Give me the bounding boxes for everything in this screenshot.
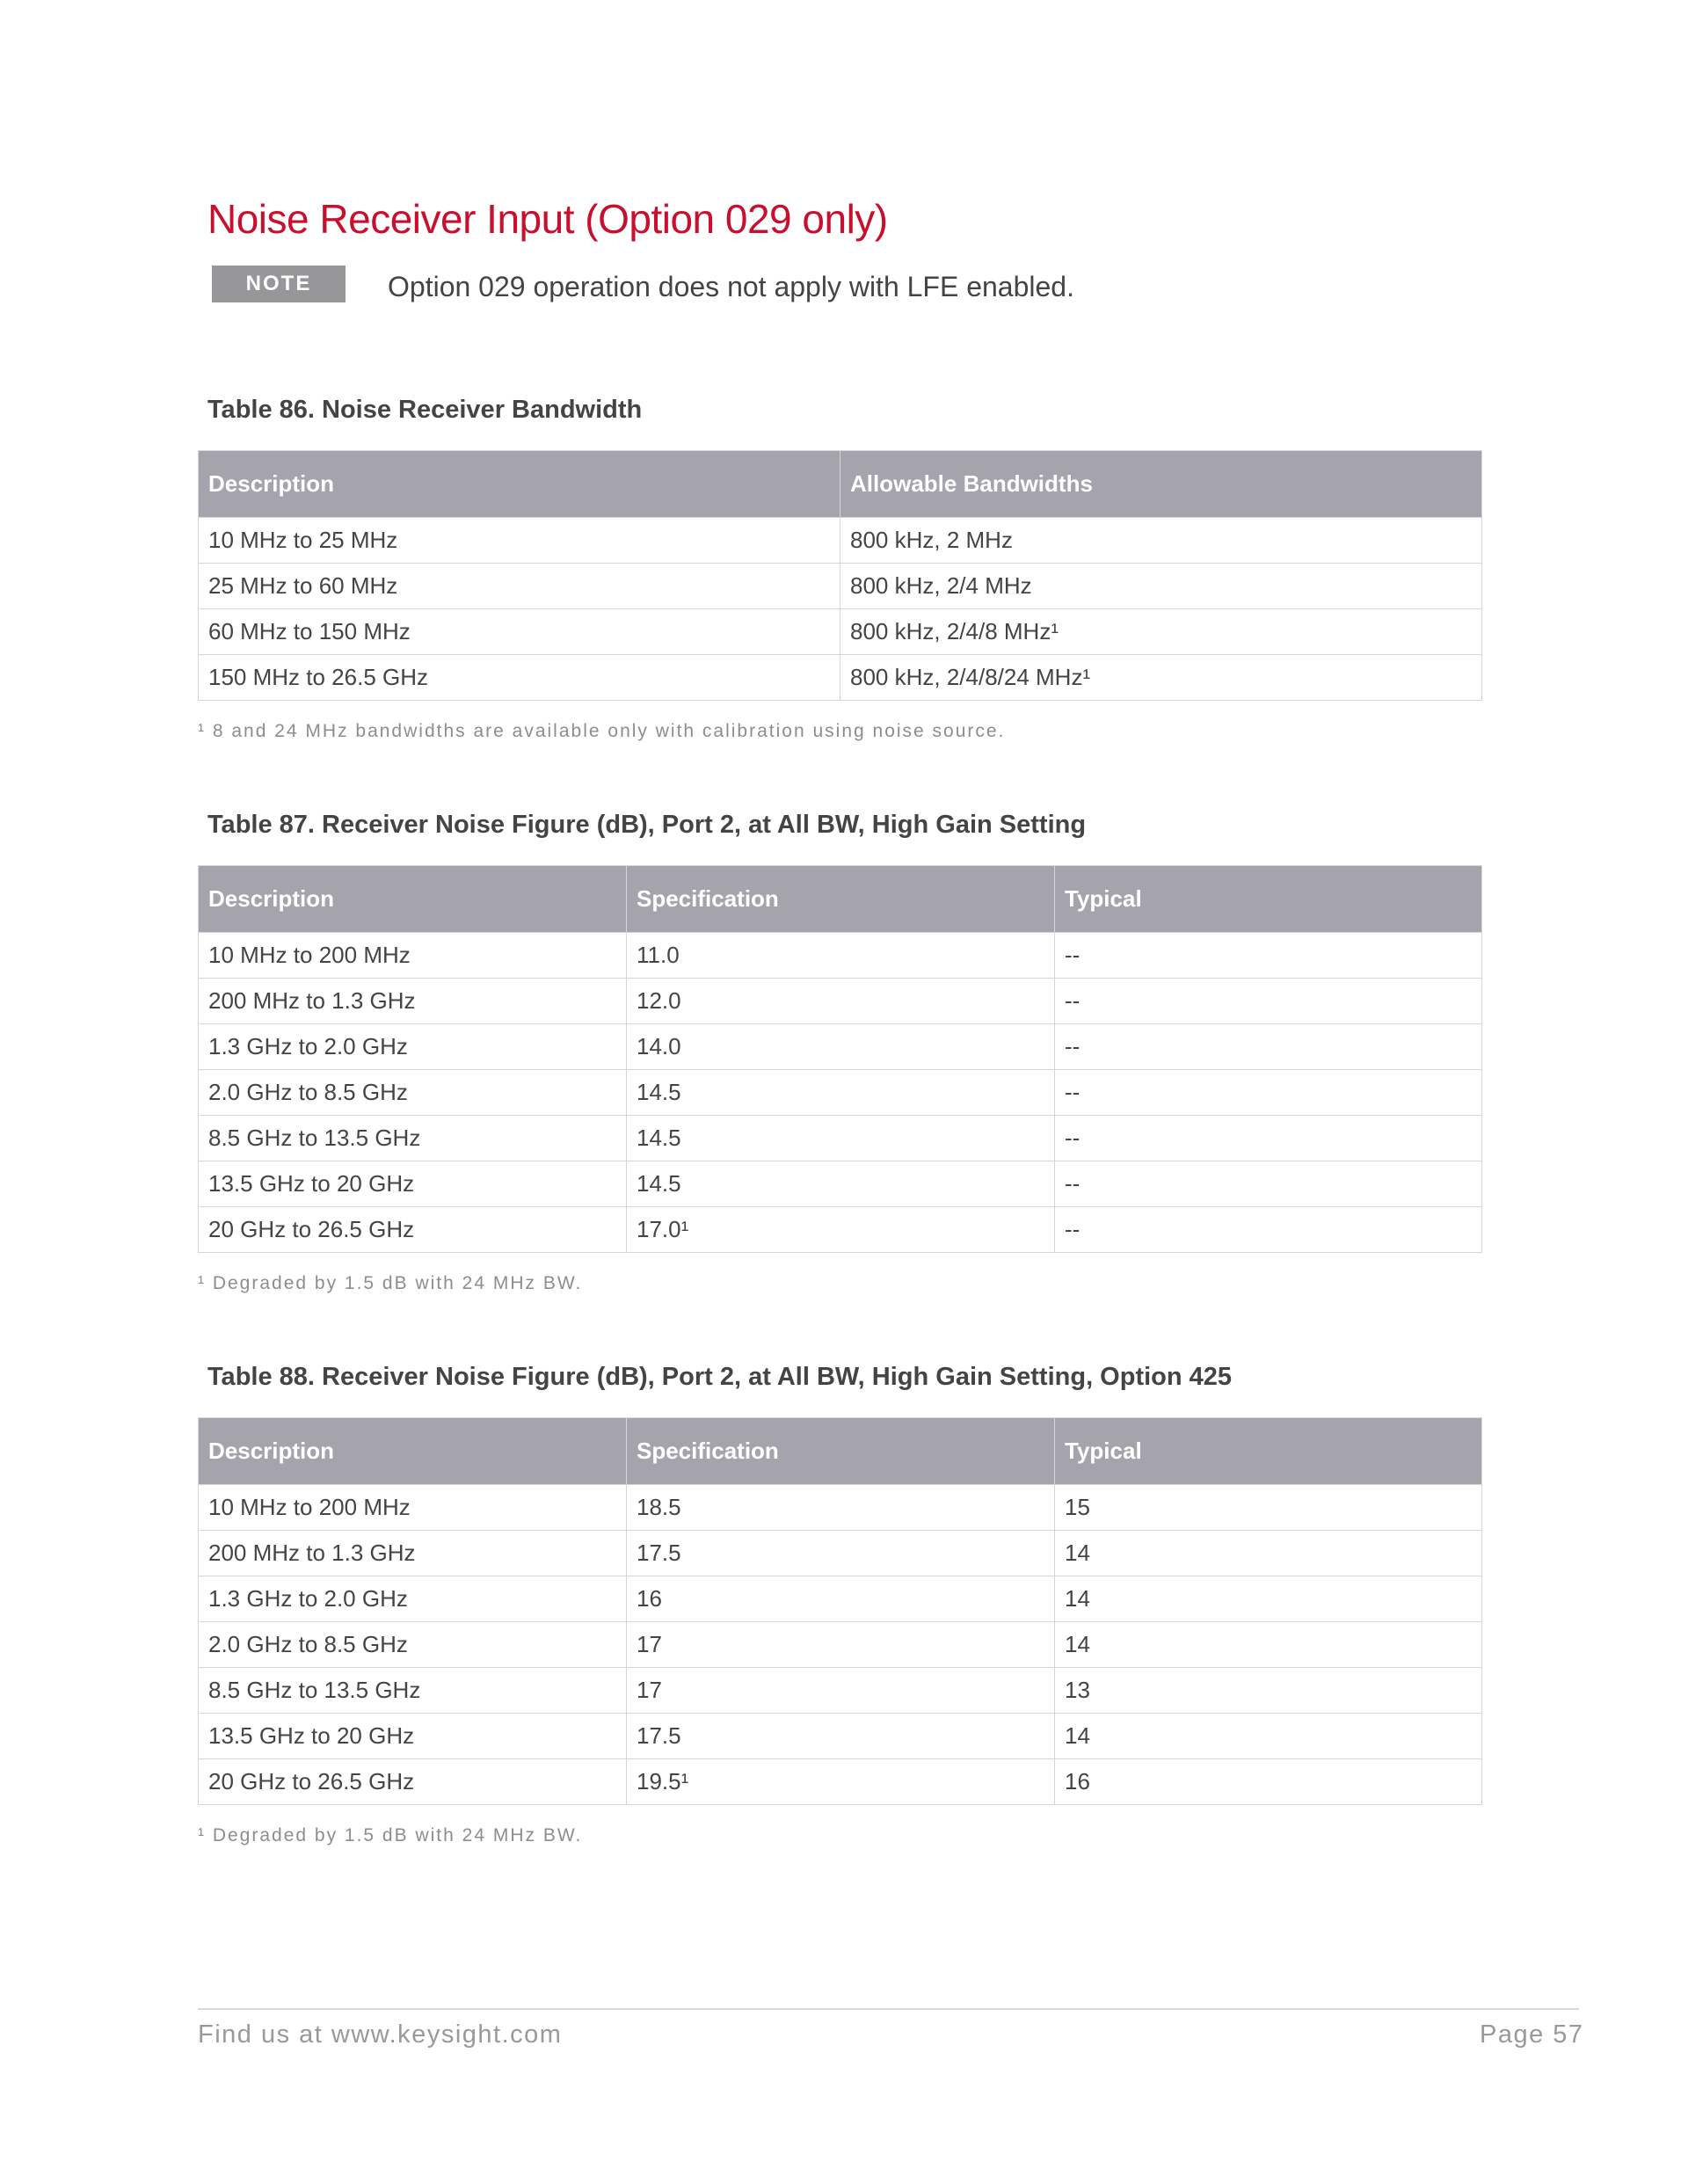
table-cell: 150 MHz to 26.5 GHz [199,655,840,701]
table-row [199,609,1482,655]
table-row [199,518,1482,564]
table-cell: -- [1055,979,1482,1024]
table-cell: 18.5 [627,1485,1055,1531]
table-row [199,979,1482,1024]
table-cell: 13.5 GHz to 20 GHz [199,1714,627,1759]
footer-website-link[interactable]: Find us at www.keysight.com [198,2020,563,2049]
table-cell: 14.5 [627,1161,1055,1207]
note-callout [212,266,1091,302]
table-cell: 16 [627,1576,1055,1622]
column-header: Typical [1055,866,1482,933]
column-header: Description [199,866,627,933]
table-cell: 17.5 [627,1531,1055,1576]
table-86-caption: Table 86. Noise Receiver Bandwidth [207,396,643,424]
table-cell: 8.5 GHz to 13.5 GHz [199,1668,627,1714]
table-87-caption: Table 87. Receiver Noise Figure (dB), Port 2, at All BW, High Gain Setting [207,811,1087,839]
table-row [199,933,1482,979]
table-cell: 12.0 [627,979,1055,1024]
column-header: Description [199,451,840,518]
column-header: Allowable Bandwidths [840,451,1482,518]
table-cell: -- [1055,933,1482,979]
column-header: Specification [627,1418,1055,1485]
table-header-row [199,1418,1482,1485]
note-text: Option 029 operation does not apply with LFE enabled. [388,271,1074,302]
table-row [199,1070,1482,1116]
table-row [199,564,1482,609]
column-header: Description [199,1418,627,1485]
table-86-noise-receiver-bandwidth [198,450,1482,701]
table-cell: 1.3 GHz to 2.0 GHz [199,1024,627,1070]
table-row [199,1576,1482,1622]
table-cell: 14 [1055,1531,1482,1576]
table-cell: 800 kHz, 2/4/8 MHz¹ [840,609,1482,655]
table-cell: 200 MHz to 1.3 GHz [199,979,627,1024]
table-row [199,1622,1482,1668]
table-88-caption: Table 88. Receiver Noise Figure (dB), Port 2, at All BW, High Gain Setting, Option 425 [207,1363,1233,1391]
table-cell: 17.5 [627,1714,1055,1759]
table-cell: -- [1055,1116,1482,1161]
table-cell: 1.3 GHz to 2.0 GHz [199,1576,627,1622]
table-cell: 19.5¹ [627,1759,1055,1805]
table-cell: 14 [1055,1714,1482,1759]
table-cell: 14.5 [627,1116,1055,1161]
table-cell: 13.5 GHz to 20 GHz [199,1161,627,1207]
footer-page-number: Page 57 [1480,2020,1584,2049]
table-86-footnote: ¹ 8 and 24 MHz bandwidths are available only with calibration using noise source. [198,721,1006,741]
table-row [199,1024,1482,1070]
table-cell: 2.0 GHz to 8.5 GHz [199,1622,627,1668]
table-row [199,1485,1482,1531]
table-cell: 17 [627,1668,1055,1714]
column-header: Typical [1055,1418,1482,1485]
table-cell: -- [1055,1024,1482,1070]
table-cell: 60 MHz to 150 MHz [199,609,840,655]
table-row [199,1759,1482,1805]
table-cell: 14.0 [627,1024,1055,1070]
table-header-row [199,866,1482,933]
table-cell: 14 [1055,1576,1482,1622]
table-row [199,1161,1482,1207]
table-row [199,1207,1482,1253]
table-cell: 8.5 GHz to 13.5 GHz [199,1116,627,1161]
table-88-footnote: ¹ Degraded by 1.5 dB with 24 MHz BW. [198,1825,583,1845]
footer-divider [198,2008,1579,2010]
table-cell: 11.0 [627,933,1055,979]
note-badge: NOTE [212,266,346,302]
table-cell: -- [1055,1070,1482,1116]
section-title: Noise Receiver Input (Option 029 only) [207,196,888,242]
table-cell: 800 kHz, 2 MHz [840,518,1482,564]
table-cell: 10 MHz to 200 MHz [199,1485,627,1531]
column-header: Specification [627,866,1055,933]
table-cell: 2.0 GHz to 8.5 GHz [199,1070,627,1116]
table-row [199,1531,1482,1576]
table-cell: 800 kHz, 2/4/8/24 MHz¹ [840,655,1482,701]
table-cell: -- [1055,1161,1482,1207]
table-cell: 25 MHz to 60 MHz [199,564,840,609]
table-cell: 15 [1055,1485,1482,1531]
table-cell: 13 [1055,1668,1482,1714]
table-87-footnote: ¹ Degraded by 1.5 dB with 24 MHz BW. [198,1273,583,1293]
table-cell: 10 MHz to 200 MHz [199,933,627,979]
table-cell: 16 [1055,1759,1482,1805]
table-row [199,1116,1482,1161]
table-cell: 20 GHz to 26.5 GHz [199,1207,627,1253]
table-cell: -- [1055,1207,1482,1253]
table-cell: 10 MHz to 25 MHz [199,518,840,564]
table-cell: 800 kHz, 2/4 MHz [840,564,1482,609]
table-cell: 200 MHz to 1.3 GHz [199,1531,627,1576]
table-row [199,655,1482,701]
table-87-receiver-noise-figure [198,865,1482,1253]
table-cell: 20 GHz to 26.5 GHz [199,1759,627,1805]
table-row [199,1668,1482,1714]
table-cell: 17.0¹ [627,1207,1055,1253]
table-88-receiver-noise-figure-option-425 [198,1417,1482,1805]
table-row [199,1714,1482,1759]
table-cell: 14 [1055,1622,1482,1668]
table-cell: 14.5 [627,1070,1055,1116]
table-cell: 17 [627,1622,1055,1668]
table-header-row [199,451,1482,518]
